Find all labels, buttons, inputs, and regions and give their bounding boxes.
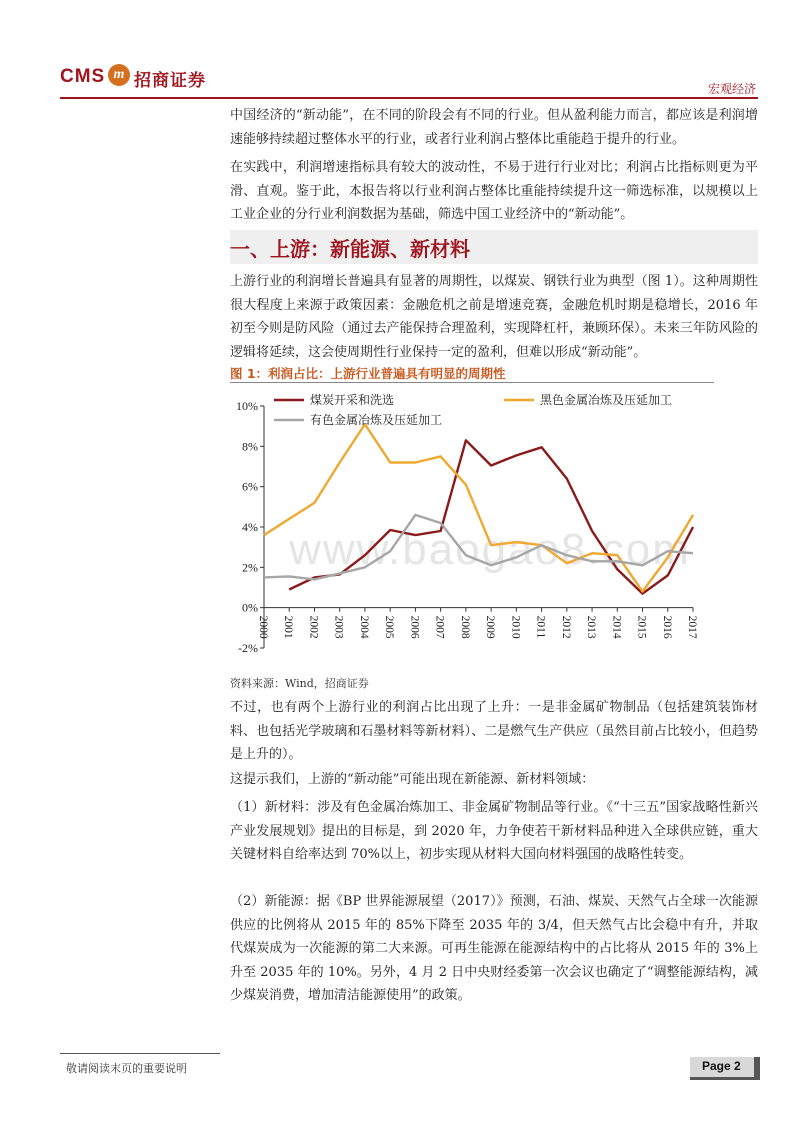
paragraph-1: 中国经济的“新动能”，在不同的阶段会有不同的行业。但从盈利能力而言，都应该是利润增速能够持续超过整体水平的行业，或者行业利润占整体比重能趋于提升的行业。 <box>230 108 758 147</box>
logo-company-name: 招商证券 <box>134 71 206 91</box>
y-tick-label: -2% <box>238 641 258 655</box>
paragraph-5: 这提示我们，上游的“新动能”可能出现在新能源、新材料领域： <box>230 772 595 787</box>
y-tick-label: 4% <box>242 520 258 534</box>
x-tick-label: 2009 <box>484 615 497 639</box>
x-tick-label: 2000 <box>257 615 269 639</box>
footer-note: 敬请阅读末页的重要说明 <box>66 1062 187 1075</box>
y-tick-label: 6% <box>242 479 258 494</box>
legend-label-3: 有色金属冶炼及压延加工 <box>310 413 443 427</box>
x-tick-label: 2014 <box>610 615 623 639</box>
x-tick-label: 2017 <box>686 615 698 639</box>
figure-title-rule <box>230 382 714 383</box>
section-heading: 一、上游：新能源、新材料 <box>230 237 470 261</box>
figure-source: 资料来源：Wind，招商证券 <box>230 677 369 690</box>
x-tick-label: 2004 <box>357 615 370 639</box>
x-tick-label: 2011 <box>534 615 547 639</box>
x-tick-label: 2010 <box>509 615 522 639</box>
footer-divider <box>60 1053 220 1054</box>
x-tick-label: 2001 <box>282 615 295 639</box>
paragraph-6: （1）新材料：涉及有色金属冶炼加工、非金属矿物制品等行业。《“十三五”国家战略性新兴产业发展规划》提出的目标是，到 2020 年，力争使若干新材料品种进入全球供应链，重大关键材料自给率达到 70%以上，初步实现从材料大国向材料强国的战略性转变。 <box>230 800 758 862</box>
x-tick-label: 2006 <box>408 615 421 639</box>
x-tick-label: 2007 <box>433 615 446 639</box>
header-divider <box>60 97 758 99</box>
section-heading-box <box>230 230 758 264</box>
line-chart <box>228 386 718 666</box>
logo-cms: CMS <box>60 66 106 87</box>
paragraph-2: 在实践中，利润增速指标具有较大的波动性，不易于进行行业对比；利润占比指标则更为平滑、直观。鉴于此，本报告将以行业利润占整体比重能持续提升这一筛选标准，以规模以上工业企业的分行业利润数据为基础，筛选中国工业经济中的“新动能”。 <box>230 160 758 222</box>
y-tick-label: 0% <box>242 600 258 615</box>
x-tick-label: 2003 <box>332 615 345 639</box>
y-tick-label: 8% <box>242 439 258 454</box>
paragraph-4: 不过，也有两个上游行业的利润占比出现了上升：一是非金属矿物制品（包括建筑装饰材料、也包括光学玻璃和石墨材料等新材料）、二是燃气生产供应（虽然目前占比较小，但趋势是上升的）。 <box>230 700 758 762</box>
x-tick-label: 2015 <box>635 615 648 639</box>
paragraph-3: 上游行业的利润增长普遍具有显著的周期性，以煤炭、钢铁行业为典型（图 1）。这种周期性很大程度上来源于政策因素：金融危机之前是增速竞赛，金融危机时期是稳增长，2016 年初至今则是防风险（通过去产能保持合理盈利，实现降杠杆，兼顾环保）。未来三年防风险的逻辑将延续，这会使周期性行业保持一定的盈利，但难以形成“新动能”。 <box>230 274 758 360</box>
legend-label-1: 煤炭开采和洗选 <box>310 393 395 407</box>
paragraph-7: （2）新能源：据《BP 世界能源展望（2017）》预测，石油、煤炭、天然气占全球一次能源供应的比例将从 2015 年的 85%下降至 2035 年的 3/4，但天然气占比会稳中有升，并取代煤炭成为一次能源的第二大来源。可再生能源在能源结构中的占比将从 2015 年的 3%上升至 2035 年的 10%。另外，4 月 2 日中央财经委第一次会议也确定了“调整能源结构，减少煤炭消费，增加清洁能源使用”的政策。 <box>230 894 758 1003</box>
x-axis <box>257 608 698 639</box>
page-number-box <box>690 1057 760 1080</box>
legend <box>274 392 672 427</box>
x-tick-label: 2005 <box>383 615 396 639</box>
y-tick-label: 2% <box>242 560 258 575</box>
x-tick-label: 2002 <box>307 615 320 639</box>
figure-title: 图 1：利润占比：上游行业普遍具有明显的周期性 <box>230 366 506 381</box>
section-tag: 宏观经济 <box>707 82 756 96</box>
x-tick-label: 2012 <box>559 615 572 639</box>
legend-label-2: 黑色金属冶炼及压延加工 <box>540 393 673 407</box>
x-tick-label: 2016 <box>660 615 673 639</box>
page-number: Page 2 <box>702 1059 741 1073</box>
logo-icon: m <box>108 64 130 86</box>
watermark: www.baogao8.com <box>289 525 691 574</box>
y-tick-label: 10% <box>236 399 258 413</box>
x-tick-label: 2008 <box>458 615 471 639</box>
x-tick-label: 2013 <box>585 615 598 639</box>
